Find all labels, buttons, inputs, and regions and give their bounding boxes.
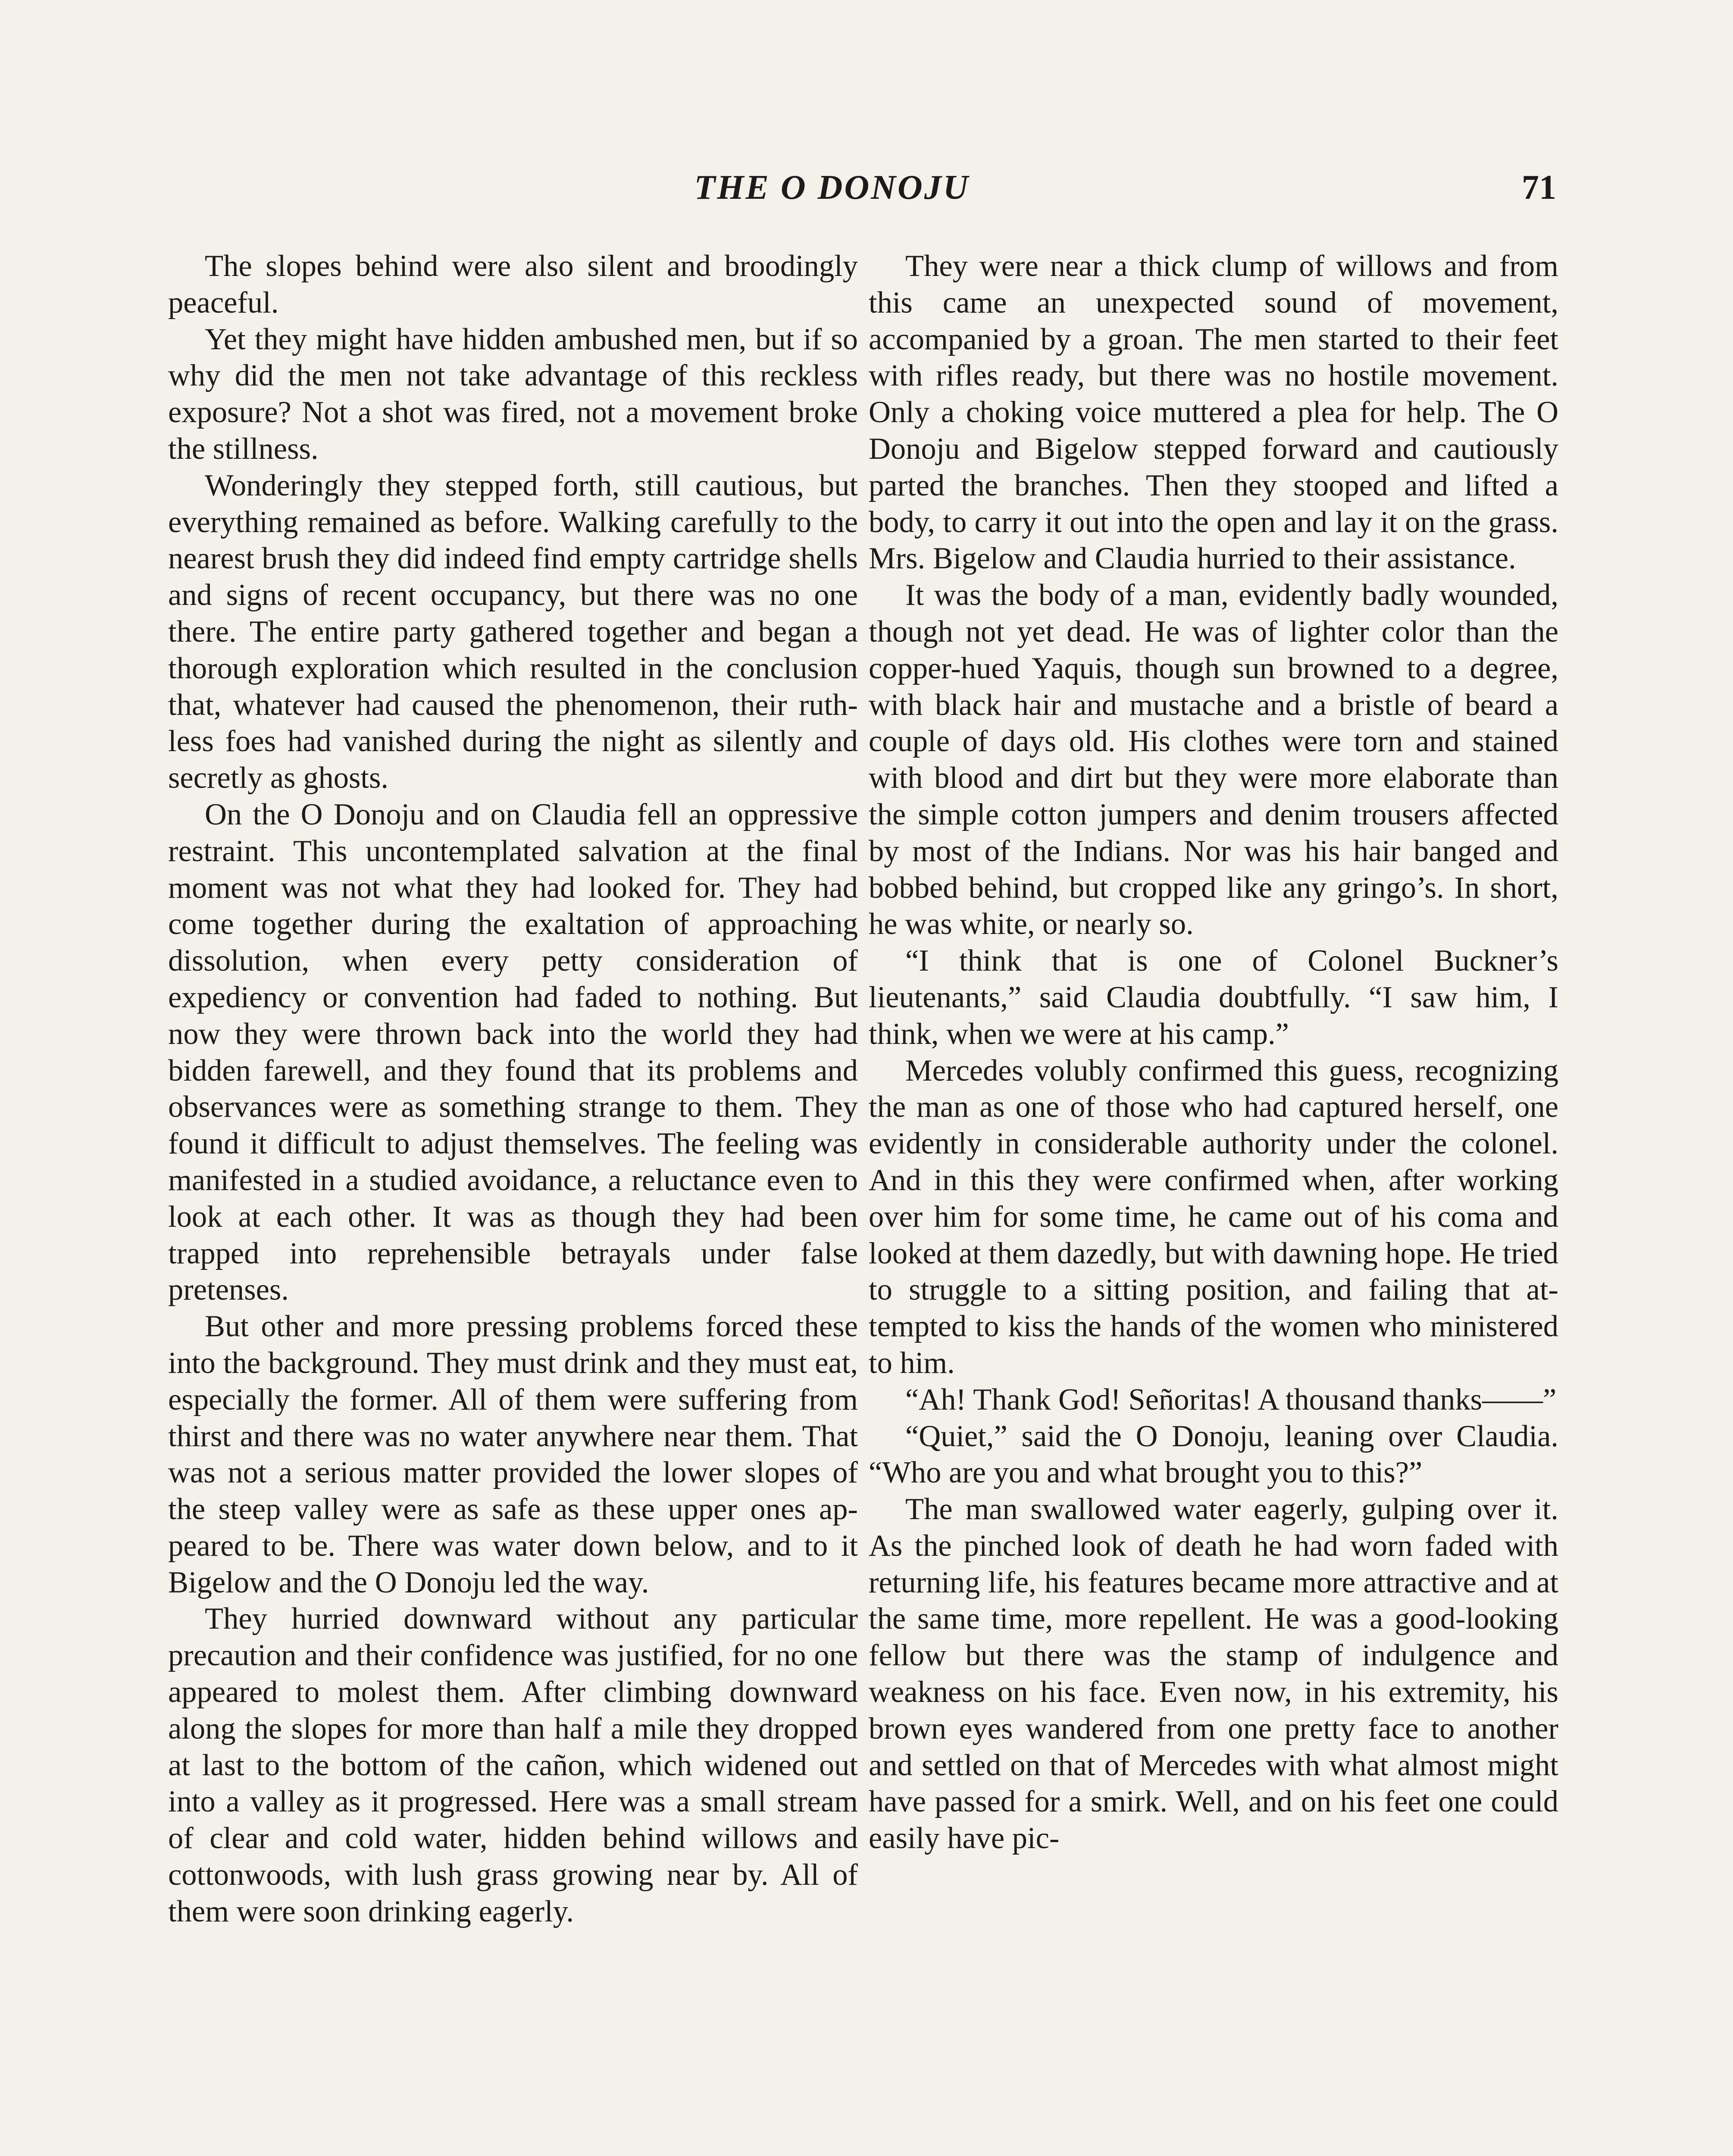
paragraph: Mercedes volubly confirmed this guess, recognizing the man as one of those who had captured herself, one evidently in considerable authority under the colonel. And in this they were confirmed when, after working over him for some time, he came out of his coma and looked at them dazedly, but with dawning hope. He tried to struggle to a sitting position, and failing that attempted to kiss the hands of the women who ministered to him.	[869, 1053, 1558, 1380]
paragraph: On the O Donoju and on Claudia fell an oppressive restraint. This uncontemplated salvation at the final moment was not what they had looked for. They had come together during the exaltation of approaching dissolution, when every petty consideration of expediency or convention had faded to nothing. But now they were thrown back into the world they had bidden farewell, and they found that its problems and observances were as something strange to them. They found it difficult to adjust themselves. The feeling was manifested in a studied avoidance, a reluctance even to look at each other. It was as though they had been trapped into reprehensible betrayals under false pretenses.	[168, 797, 858, 1307]
left-column	[168, 248, 858, 2156]
paragraph: They hurried downward without any particular precaution and their confidence was justified, for no one appeared to molest them. After climbing downward along the slopes for more than half a mile they dropped at last to the bottom of the cañon, which widened out into a valley as it progressed. Here was a small stream of clear and cold water, hidden behind willows and cottonwoods, with lush grass growing near by. All of them were soon drinking eagerly.	[168, 1602, 858, 1928]
paragraph: Yet they might have hidden ambushed men, but if so why did the men not take advantage of this reckless exposure? Not a shot was fired, not a movement broke the stillness.	[168, 322, 858, 466]
running-title: THE O DONOJU	[694, 169, 970, 207]
right-column	[869, 248, 1558, 2156]
paragraph: But other and more pressing problems forced these into the background. They must drink and they must eat, especially the former. All of them were suffering from thirst and there was no water anywhere near them. That was not a serious matter provided the lower slopes of the steep valley were as safe as these upper ones appeared to be. There was water down below, and to it Bigelow and the O Donoju led the way.	[168, 1310, 858, 1599]
paragraph: “Quiet,” said the O Donoju, leaning over Claudia. “Who are you and what brought you to this?”	[869, 1419, 1558, 1490]
page-number: 71	[1522, 169, 1556, 207]
paragraph: Wonderingly they stepped forth, still cautious, but everything remained as before. Walking carefully to the nearest brush they did indeed find empty cartridge shells and signs of recent occupancy, but there was no one there. The entire party gathered together and began a thorough exploration which resulted in the conclusion that, whatever had caused the phenomenon, their ruthless foes had vanished during the night as silently and secretly as ghosts.	[168, 468, 858, 795]
paragraph: The slopes behind were also silent and broodingly peaceful.	[168, 249, 858, 320]
paragraph: “Ah! Thank God! Señoritas! A thousand thanks——”	[905, 1382, 1557, 1416]
paragraph: “I think that is one of Colonel Buckner’s lieutenants,” said Claudia doubtfully. “I saw him, I think, when we were at his camp.”	[869, 944, 1558, 1051]
paragraph: The man swallowed water eagerly, gulping over it. As the pinched look of death he had worn faded with returning life, his features became more attractive and at the same time, more repellent. He was a good-looking fellow but there was the stamp of indulgence and weakness on his face. Even now, in his extremity, his brown eyes wandered from one pretty face to another and settled on that of Mercedes with what almost might have passed for a smirk. Well, and on his feet one could easily have pic-	[869, 1492, 1558, 1855]
paragraph: They were near a thick clump of willows and from this came an unexpected sound of movement, accompanied by a groan. The men started to their feet with rifles ready, but there was no hostile movement. Only a choking voice muttered a plea for help. The O Donoju and Bigelow stepped forward and cautiously parted the branches. Then they stooped and lifted a body, to carry it out into the open and lay it on the grass. Mrs. Bigelow and Claudia hurried to their assistance.	[869, 249, 1558, 576]
paragraph: It was the body of a man, evidently badly wounded, though not yet dead. He was of lighter color than the copper-hued Yaquis, though sun browned to a degree, with black hair and mustache and a bristle of beard a couple of days old. His clothes were torn and stained with blood and dirt but they were more elaborate than the simple cotton jumpers and denim trousers affected by most of the Indians. Nor was his hair banged and bobbed behind, but cropped like any gringo’s. In short, he was white, or nearly so.	[869, 578, 1558, 941]
